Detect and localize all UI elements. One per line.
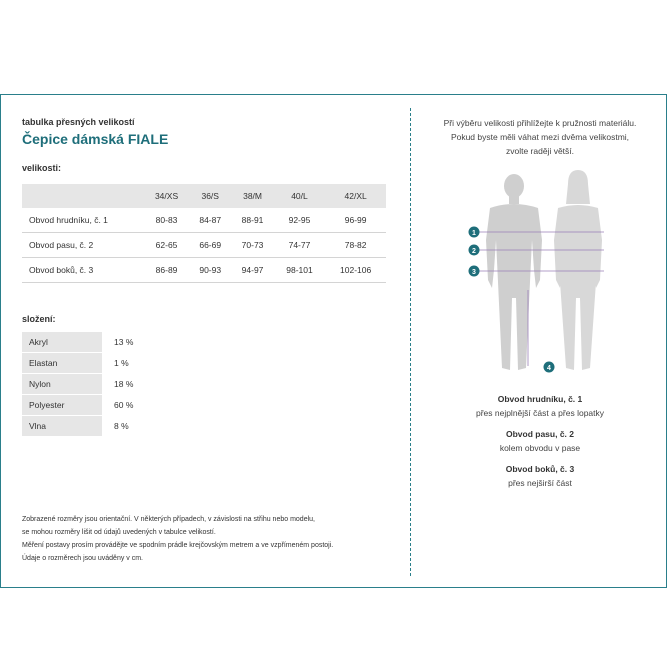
material-name: Elastan <box>22 353 102 374</box>
material-percent: 1 % <box>114 358 129 368</box>
note-line: Údaje o rozměrech jsou uváděny v cm. <box>22 555 143 562</box>
measurement-title: Obvod boků, č. 3 <box>505 464 575 474</box>
header-size: 38/M <box>231 184 273 208</box>
table-cell: 94-97 <box>231 258 273 283</box>
row-label: Obvod pasu, č. 2 <box>22 233 144 258</box>
composition-row <box>22 353 174 374</box>
measurement-title: Obvod pasu, č. 2 <box>505 429 575 439</box>
sizes-heading: velikosti: <box>22 163 62 173</box>
svg-text:1: 1 <box>472 230 476 237</box>
table-cell: 78-82 <box>325 233 386 258</box>
material-percent: 8 % <box>114 421 129 431</box>
measurement-desc: přes nejširší část <box>508 478 572 488</box>
svg-text:4: 4 <box>547 365 551 372</box>
marker-2 <box>469 245 480 256</box>
material-percent: 60 % <box>114 400 134 410</box>
table-row <box>22 258 386 283</box>
row-label: Obvod boků, č. 3 <box>22 258 144 283</box>
material-name: Polyester <box>22 395 102 416</box>
header-size: 42/XL <box>325 184 386 208</box>
measurement-hips <box>415 464 665 488</box>
size-table-header-row <box>22 184 386 208</box>
male-silhouette <box>486 174 542 370</box>
dashed-divider <box>410 108 411 576</box>
composition-table <box>22 332 174 437</box>
table-cell: 92-95 <box>274 208 326 233</box>
row-label: Obvod hrudníku, č. 1 <box>22 208 144 233</box>
material-name: Nylon <box>22 374 102 395</box>
composition-row <box>22 395 174 416</box>
measurement-waist <box>415 429 665 453</box>
size-hint <box>415 116 665 158</box>
marker-3 <box>469 266 480 277</box>
body-silhouettes-illustration <box>462 170 612 380</box>
size-table <box>22 184 386 283</box>
table-cell: 98-101 <box>274 258 326 283</box>
marker-4 <box>544 362 555 373</box>
table-cell: 102-106 <box>325 258 386 283</box>
composition-row <box>22 332 174 353</box>
table-cell: 86-89 <box>144 258 189 283</box>
svg-text:2: 2 <box>472 248 476 255</box>
table-cell: 84-87 <box>189 208 231 233</box>
measurement-title: Obvod hrudníku, č. 1 <box>497 394 583 404</box>
material-percent: 13 % <box>114 337 134 348</box>
hint-line: Při výběru velikosti přihlížejte k pružnosti materiálu. <box>443 118 637 128</box>
hint-line: Pokud byste měli váhat mezi dvěma velikostmi, <box>450 132 630 142</box>
table-cell: 70-73 <box>231 233 273 258</box>
svg-text:3: 3 <box>472 269 476 276</box>
table-cell: 80-83 <box>144 208 189 233</box>
table-cell: 88-91 <box>231 208 273 233</box>
header-empty <box>22 184 144 208</box>
measurement-desc: přes nejplnější část a přes lopatky <box>475 408 605 418</box>
note-line: se mohou rozměry lišit od údajů uvedených v tabulce velikostí. <box>22 529 216 536</box>
table-row <box>22 208 386 233</box>
hint-line: zvolte raději větší. <box>505 146 575 156</box>
composition-row <box>22 416 174 437</box>
female-silhouette <box>554 170 602 370</box>
table-cell: 90-93 <box>189 258 231 283</box>
page-subtitle: tabulka přesných velikostí <box>22 117 135 127</box>
table-cell: 96-99 <box>325 208 386 233</box>
note-line: Zobrazené rozměry jsou orientační. V některých případech, v závislosti na střihu nebo modelu, <box>22 516 315 523</box>
table-cell: 74-77 <box>274 233 326 258</box>
header-size: 36/S <box>189 184 231 208</box>
material-name: Vlna <box>22 416 102 437</box>
size-notes <box>22 513 402 565</box>
product-title: Čepice dámská FIALE <box>22 131 169 147</box>
note-line: Měření postavy prosím provádějte ve spodním prádle krejčovským metrem a ve vzpřímeném postoji. <box>22 542 334 549</box>
table-cell: 62-65 <box>144 233 189 258</box>
header-size: 34/XS <box>144 184 189 208</box>
measurement-chest <box>415 394 665 418</box>
marker-1 <box>469 227 480 238</box>
measurement-desc: kolem obvodu v pase <box>499 443 581 453</box>
composition-heading: složení: <box>22 314 56 324</box>
header-size: 40/L <box>274 184 326 208</box>
material-percent: 18 % <box>114 379 134 389</box>
table-row <box>22 233 386 258</box>
table-cell: 66-69 <box>189 233 231 258</box>
material-name: Akryl <box>22 332 102 353</box>
composition-row <box>22 374 174 395</box>
